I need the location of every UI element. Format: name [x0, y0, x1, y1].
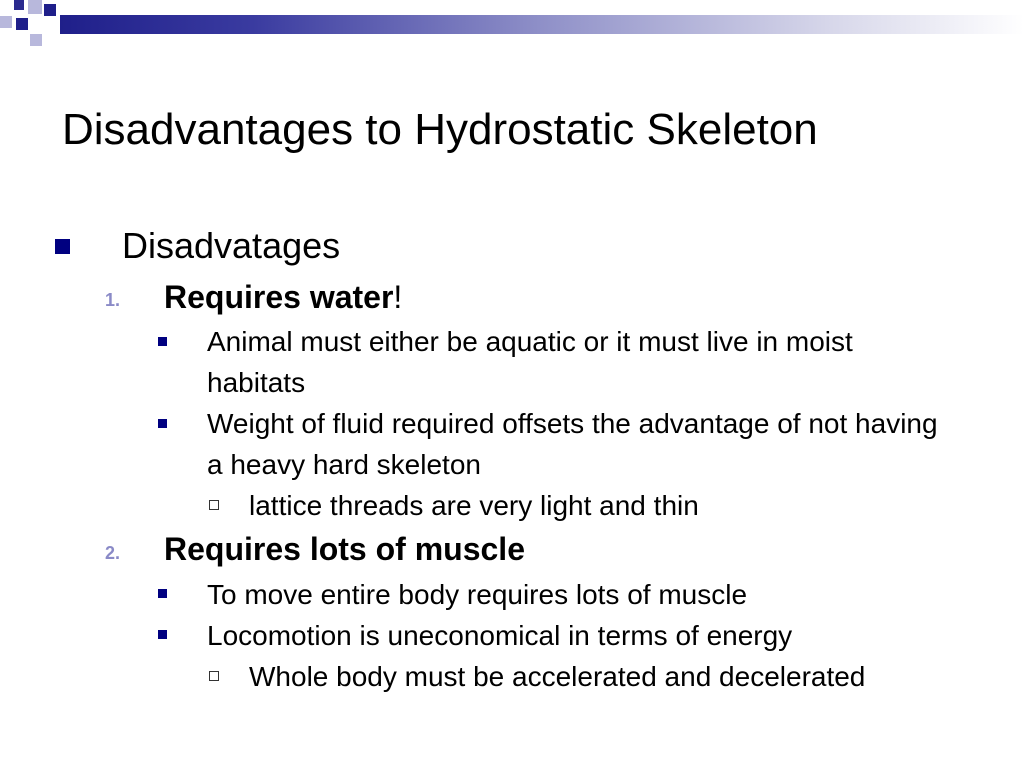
logo-square [44, 4, 56, 16]
slide-title: Disadvantages to Hydrostatic Skeleton [62, 105, 818, 154]
decorative-header [0, 0, 1024, 48]
list-item: Locomotion is uneconomical in terms of energy [207, 620, 793, 651]
logo-square [14, 0, 24, 10]
list-heading: Requires lots of muscle [164, 531, 525, 567]
square-bullet-icon [158, 589, 167, 598]
list-item: To move entire body requires lots of muscle [207, 579, 748, 610]
list-item: Whole body must be accelerated and decelerated [249, 661, 866, 692]
list-item: Animal must either be aquatic or it must live in moist habitats [207, 326, 853, 398]
header-gradient-band [60, 15, 1024, 34]
list-item: Weight of fluid required offsets the advantage of not having a heavy hard skeleton [207, 408, 938, 480]
heading-suffix: ! [393, 279, 403, 315]
square-bullet-icon [55, 239, 70, 254]
list-number: 2. [105, 543, 121, 563]
logo-square [28, 0, 42, 14]
logo-square [16, 18, 28, 30]
square-bullet-icon [158, 630, 167, 639]
square-bullet-icon [158, 419, 167, 428]
hollow-square-bullet-icon [209, 671, 219, 681]
top-level-bullet: Disadvatages [122, 225, 341, 266]
hollow-square-bullet-icon [209, 500, 219, 510]
heading-text: Requires water [164, 279, 394, 315]
list-item: lattice threads are very light and thin [249, 490, 699, 521]
logo-square [0, 16, 12, 28]
square-bullet-icon [158, 337, 167, 346]
logo-square [30, 34, 42, 46]
list-heading [164, 278, 402, 316]
list-number: 1. [105, 290, 121, 310]
